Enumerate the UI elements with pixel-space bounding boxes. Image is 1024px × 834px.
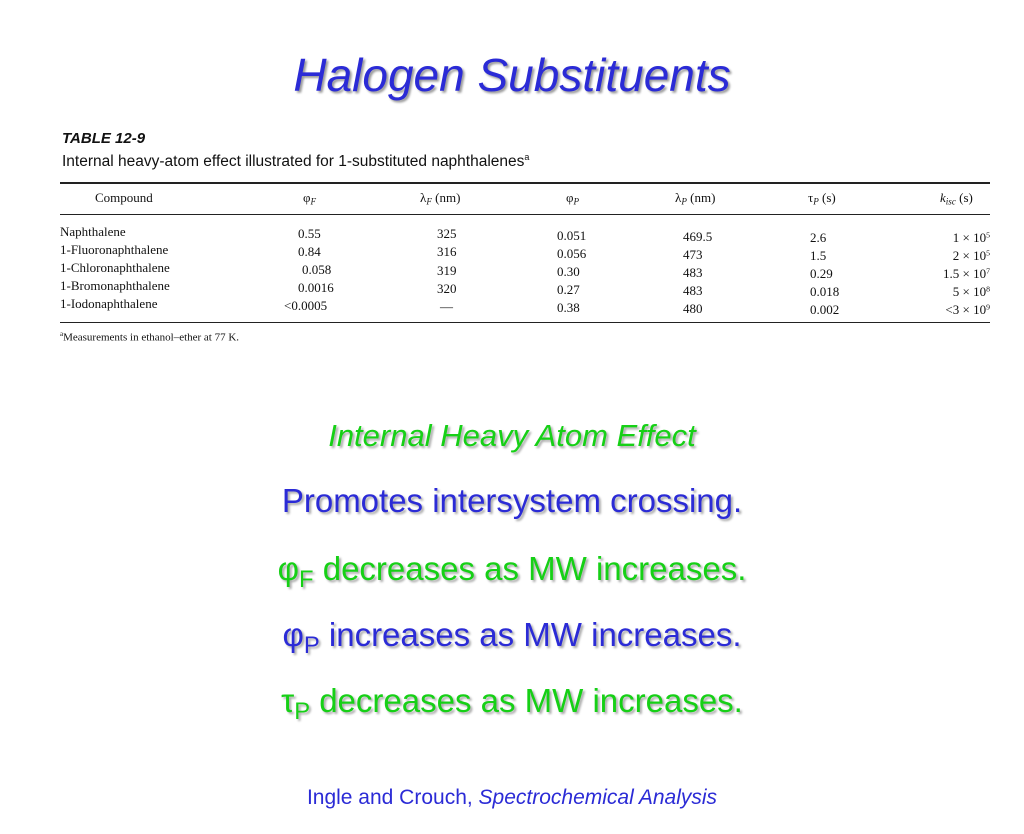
header-lambdaP-unit: (nm) [686,190,716,205]
table-caption-text: Internal heavy-atom effect illustrated for 1-substituted naphthalenes [62,153,525,171]
cell-compound: 1-Bromonaphthalene [60,278,170,293]
table-caption-marker: a [524,152,530,162]
header-phiP [566,190,579,206]
header-kisc-sub: isc [945,196,956,207]
citation-book: Spectrochemical Analysis [478,786,718,809]
phiF-text: decreases as MW increases. [313,550,747,587]
tauP-symbol: τ [281,682,295,719]
cell-tauP: 0.018 [810,284,840,299]
header-phiF-symbol: φ [303,190,311,205]
cell-kisc [953,284,990,300]
cell-kisc-exponent: 5 [986,230,990,240]
cell-kisc [953,248,990,264]
header-compound: Compound [95,190,153,205]
effect-title: Internal Heavy Atom Effect [328,418,696,453]
cell-lambdaF: 320 [437,281,457,296]
cell-kisc-base: 5 × 10 [952,284,987,299]
table-caption [62,152,529,171]
header-kisc [940,190,973,206]
cell-kisc-exponent: 7 [986,266,990,276]
cell-kisc [945,302,990,318]
header-kisc-symbol: k [940,190,946,205]
header-lambdaP-symbol: λ [675,190,682,205]
cell-phiP: 0.38 [557,300,580,315]
header-phiP-symbol: φ [566,190,574,205]
cell-lambdaF: 325 [437,226,457,241]
cell-kisc-base: 1.5 × 10 [943,266,987,281]
table-bottom-rule [60,322,990,323]
cell-phiP: 0.051 [557,228,587,243]
cell-phiF: 0.55 [298,226,321,241]
cell-compound: 1-Chloronaphthalene [60,260,170,275]
cell-phiP: 0.27 [557,282,580,297]
cell-tauP: 2.6 [810,230,827,245]
phiP-text: increases as MW increases. [319,616,742,653]
table-label: TABLE 12-9 [62,130,146,147]
header-phiP-sub: P [573,196,580,207]
effect-line-crossing: Promotes intersystem crossing. [281,482,743,519]
footnote-text: Measurements in ethanol–ether at 77 K. [63,331,240,344]
table-footnote [60,330,239,344]
phiF-symbol: φ [277,550,300,587]
header-phiF-sub: F [310,196,317,207]
cell-lambdaF: — [440,299,453,314]
citation-authors: Ingle and Crouch, [306,786,479,809]
cell-compound: 1-Iodonaphthalene [60,296,158,311]
cell-kisc-base: 1 × 10 [952,230,987,245]
phiP-symbol: φ [282,616,304,653]
header-phiF [303,190,316,206]
cell-kisc-base: <3 × 10 [945,302,987,317]
cell-phiF: <0.0005 [284,298,328,313]
cell-phiF: 0.058 [302,262,332,277]
footnote-marker: a [60,330,64,338]
cell-kisc-exponent: 9 [986,302,990,312]
tauP-subscript: P [294,698,311,726]
cell-kisc [953,230,990,246]
phiF-subscript: F [299,566,314,594]
cell-phiP: 0.056 [557,246,587,261]
citation [0,786,1024,810]
header-tauP-unit: (s) [818,190,836,205]
cell-tauP: 0.002 [810,302,840,317]
cell-lambdaP: 483 [683,283,703,298]
cell-lambdaP: 480 [683,301,703,316]
header-lambdaF [420,190,460,206]
cell-kisc-exponent: 5 [986,248,990,258]
header-tauP-sub: P [813,196,819,207]
cell-lambdaP: 473 [683,247,703,262]
cell-compound: Naphthalene [60,224,126,239]
cell-phiP: 0.30 [557,264,580,279]
effect-line-tauP [0,682,1024,726]
cell-lambdaP: 469.5 [683,229,713,244]
table-top-rule [60,182,990,184]
cell-lambdaF: 316 [437,244,457,259]
header-lambdaF-unit: (nm) [431,190,461,205]
cell-lambdaP: 483 [683,265,703,280]
cell-phiF: 0.84 [298,244,321,259]
header-lambdaP [675,190,715,206]
cell-tauP: 1.5 [810,248,827,263]
header-lambdaF-sub: F [426,196,432,207]
effect-line-phiF [0,550,1024,594]
tauP-text: decreases as MW increases. [310,682,743,719]
header-tauP-symbol: τ [808,190,814,205]
slide-title: Halogen Substituents [293,49,731,101]
cell-phiF: 0.0016 [298,280,334,295]
cell-kisc [943,266,990,282]
header-lambdaF-symbol: λ [420,190,427,205]
effect-line-phiP [0,616,1024,660]
table-header-rule [60,214,990,215]
cell-compound: 1-Fluoronaphthalene [60,242,169,257]
header-kisc-unit: (s) [955,190,973,205]
cell-kisc-exponent: 8 [986,284,990,294]
header-lambdaP-sub: P [681,196,687,207]
cell-lambdaF: 319 [437,263,457,278]
cell-kisc-base: 2 × 10 [952,248,987,263]
cell-tauP: 0.29 [810,266,833,281]
header-tauP [808,190,836,206]
phiP-subscript: P [303,632,320,660]
